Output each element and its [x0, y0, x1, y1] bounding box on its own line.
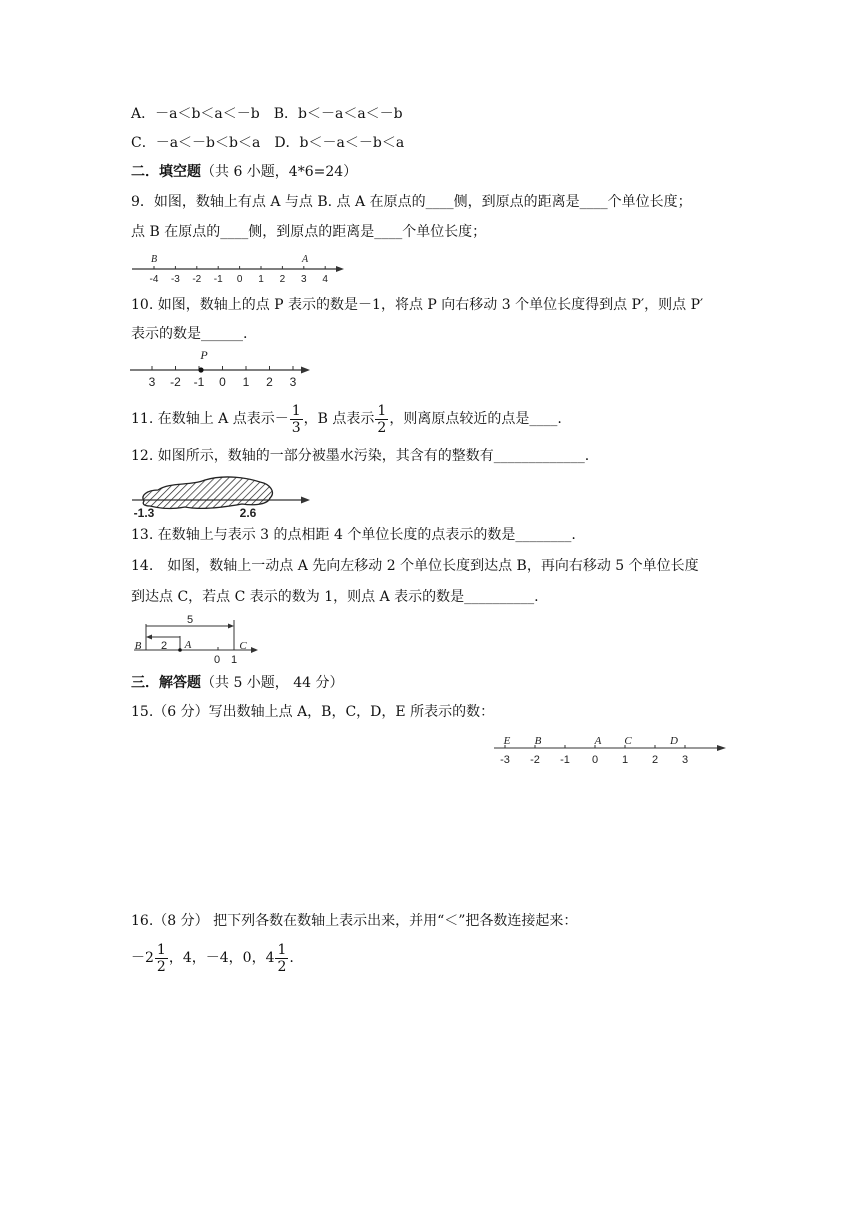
q10-tick-label: 3 — [289, 375, 297, 389]
q11-text-after: ，则离原点较近的点是____. — [389, 411, 562, 427]
q16-fraction-1-num: 1 — [156, 941, 166, 958]
q11-fraction-a — [290, 403, 303, 436]
section-2-title: 二．填空题 — [131, 164, 201, 180]
q15-point-label: B — [534, 735, 542, 747]
q10-tick-label: 3 — [148, 375, 156, 389]
section-3-title: 三．解答题 — [131, 675, 201, 691]
q16-fraction-2 — [275, 942, 288, 975]
q9-tick-label: -3 — [170, 274, 180, 285]
q10-tick-label: -2 — [170, 375, 181, 389]
q14-label-c: C — [239, 640, 247, 652]
q15-tick-label: 0 — [591, 754, 599, 766]
q11-text-middle: ，B 点表示 — [303, 411, 375, 427]
q12-ink-stain — [143, 477, 272, 509]
q15-point-label: A — [594, 735, 602, 747]
q9-line2: 点 B 在原点的____侧，到原点的距离是____个单位长度； — [131, 224, 487, 240]
q14-label-one: 1 — [230, 654, 238, 666]
q15-point-label: D — [670, 735, 678, 747]
q8-options-ab: A．－a＜b＜a＜－b B．b＜－a＜a＜－b — [131, 106, 403, 122]
q16-line1: 16.（8 分） 把下列各数在数轴上表示出来，并用“＜”把各数连接起来： — [131, 913, 578, 929]
q9-number-line — [130, 252, 350, 286]
q15-point-label: E — [503, 735, 511, 747]
q16-fraction-2-num: 1 — [277, 941, 287, 958]
q15-number-line — [490, 730, 735, 770]
q9-tick-label: 0 — [236, 274, 243, 285]
q10-line2: 表示的数是______. — [131, 326, 248, 342]
q9-tick-label: 1 — [258, 274, 264, 285]
section-3-heading — [131, 673, 344, 693]
q14-line2: 到达点 C，若点 C 表示的数为 1，则点 A 表示的数是__________. — [131, 589, 539, 605]
q15-line: 15.（6 分）写出数轴上点 A，B，C，D，E 所表示的数： — [131, 704, 495, 720]
q10-line1: 10. 如图，数轴上的点 P 表示的数是－1，将点 P 向右移动 3 个单位长度得到点 P′，则点 P′ — [131, 297, 704, 313]
q9-label-a: A — [301, 254, 309, 265]
q16-fraction-1-den: 2 — [156, 958, 166, 975]
q13-line: 13. 在数轴上与表示 3 的点相距 4 个单位长度的点表示的数是________. — [131, 527, 576, 543]
q9-line1: 9．如图，数轴上有点 A 与点 B. 点 A 在原点的____侧，到原点的距离是____个单位长度； — [131, 194, 692, 210]
q11-line — [131, 400, 562, 438]
q12-line: 12. 如图所示，数轴的一部分被墨水污染，其含有的整数有_____________. — [131, 448, 590, 464]
section-3-note: （共 5 小题， 44 分） — [201, 675, 344, 691]
q11-fraction-b — [375, 403, 388, 436]
q10-tick-label: -1 — [193, 375, 205, 389]
q14-label-zero: 0 — [213, 654, 221, 666]
q10-tick-label: 0 — [219, 375, 226, 389]
q10-point-p — [198, 367, 203, 372]
q14-label-five: 5 — [186, 614, 194, 626]
q9-tick-label: -1 — [213, 274, 223, 285]
q14-line1: 14. 如图，数轴上一动点 A 先向左移动 2 个单位长度到达点 B，再向右移动 5 个单位长度 — [131, 558, 699, 574]
q14-label-b: B — [134, 640, 142, 652]
q11-fraction-b-den: 2 — [377, 419, 387, 436]
q16-line2 — [131, 938, 294, 978]
q15-tick-label: -1 — [560, 754, 570, 766]
q11-fraction-a-num: 1 — [291, 402, 301, 419]
q15-tick-label: -3 — [500, 754, 510, 766]
q15-tick-label: 1 — [621, 754, 629, 766]
q9-tick-label: 4 — [322, 274, 328, 285]
q8-options-cd: C．－a＜－b＜b＜a D．b＜－a＜－b＜a — [131, 135, 405, 151]
q11-text-before: 11. 在数轴上 A 点表示－ — [131, 411, 289, 427]
q9-tick-label: 2 — [279, 274, 286, 285]
section-2-heading — [131, 162, 357, 182]
q14-point-a — [178, 648, 182, 652]
q16-numbers: ，4，－4，0，4 — [168, 950, 275, 966]
q16-neg-two: －2 — [131, 950, 154, 966]
q15-tick-label: 3 — [681, 754, 689, 766]
q12-ink-number-line — [130, 470, 320, 520]
q14-label-two: 2 — [160, 640, 168, 652]
q10-number-line — [130, 348, 315, 390]
q14-label-a: A — [184, 639, 192, 651]
q12-label-right: 2.6 — [239, 506, 257, 520]
q9-label-b: B — [150, 254, 158, 265]
q12-label-left: -1.3 — [133, 506, 155, 520]
q10-tick-label: 2 — [266, 375, 273, 389]
q11-fraction-a-den: 3 — [291, 419, 301, 436]
q10-label-p: P — [200, 348, 208, 362]
q9-tick-label: 3 — [301, 274, 307, 285]
q15-tick-label: 2 — [651, 754, 659, 766]
q11-fraction-b-num: 1 — [377, 402, 387, 419]
section-2-note: （共 6 小题，4*6=24） — [201, 164, 358, 180]
q15-point-label: C — [624, 735, 632, 747]
q10-tick-label: 1 — [242, 375, 250, 389]
q14-movement-diagram — [130, 612, 260, 668]
q9-tick-label: -2 — [192, 274, 202, 285]
q16-end: . — [289, 950, 294, 966]
q9-tick-label: -4 — [149, 274, 159, 285]
q16-fraction-1 — [155, 942, 168, 975]
q15-tick-label: -2 — [530, 754, 540, 766]
q16-fraction-2-den: 2 — [277, 958, 287, 975]
